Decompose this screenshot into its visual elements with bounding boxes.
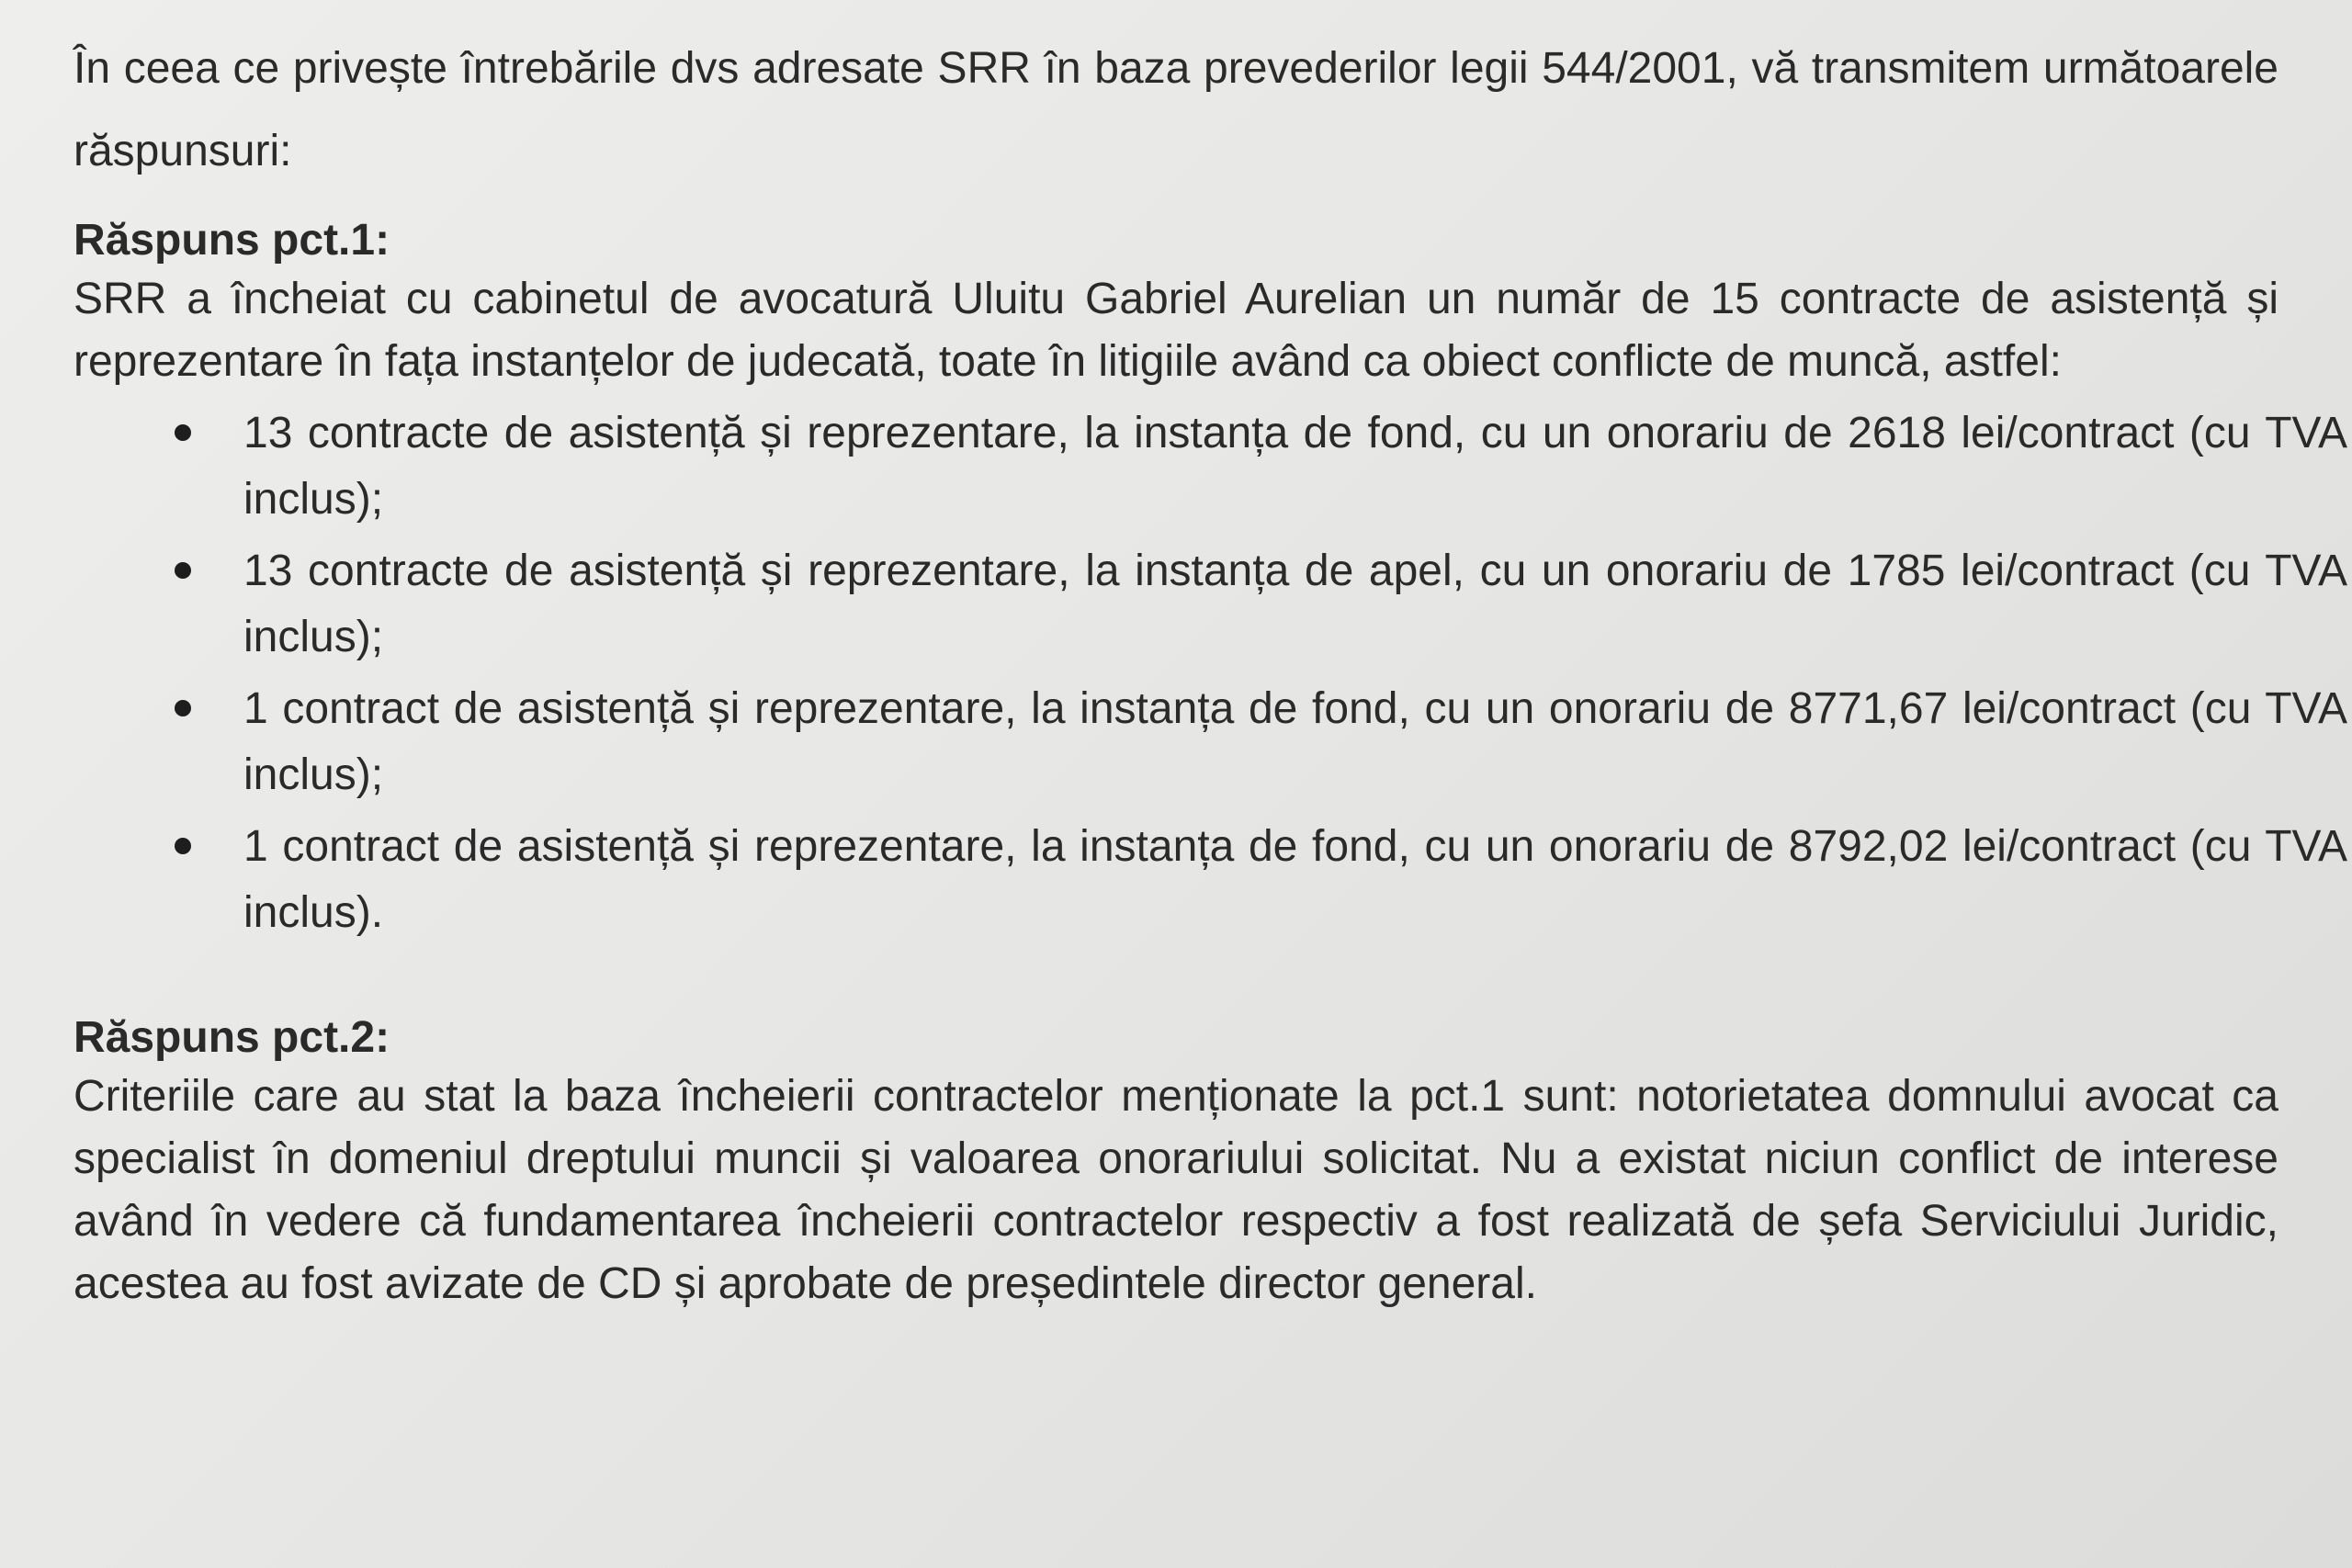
section-1-heading: Răspuns pct.1:	[74, 216, 390, 265]
section-2	[74, 1010, 2278, 1315]
intro-paragraph: În ceea ce privește întrebările dvs adresate SRR în baza prevederilor legii 544/2001, vă transmitem următoarele răspunsuri:	[74, 44, 2278, 175]
section-2-heading: Răspuns pct.2:	[74, 1013, 390, 1062]
list-item-text: 1 contract de asistență și reprezentare, la instanța de fond, cu un onorariu de 8792,02 lei/contract (cu TVA inclus).	[243, 822, 2347, 937]
list-item	[74, 814, 2347, 946]
contracts-list	[74, 400, 2347, 946]
section-2-paragraph: Criteriile care au stat la baza încheierii contractelor menționate la pct.1 sunt: notorietatea domnului avocat ca specialist în domeniul dreptului muncii și valoarea onorariului solicitat. Nu a existat niciun conflict de interese având în vedere că fundamentarea încheierii contractelor respectiv a fost realizată de șefa Serviciului Juridic, acestea au fost avizate de CD și aprobate de președintele director general.	[74, 1072, 2278, 1308]
bullet-icon	[175, 424, 191, 441]
document-body	[74, 28, 2347, 1315]
list-item	[74, 676, 2347, 808]
list-item	[74, 538, 2347, 671]
section-1-paragraph: SRR a încheiat cu cabinetul de avocatură Uluitu Gabriel Aurelian un număr de 15 contracte de asistență și reprezentare în fața instanțelor de judecată, toate în litigiile având ca obiect conflicte de muncă, astfel:	[74, 275, 2278, 386]
list-item	[74, 400, 2347, 533]
bullet-icon	[175, 700, 191, 716]
bullet-icon	[175, 838, 191, 854]
list-item-text: 13 contracte de asistență și reprezentare, la instanța de fond, cu un onorariu de 2618 lei/contract (cu TVA inclus);	[243, 409, 2347, 524]
list-item-text: 1 contract de asistență și reprezentare, la instanța de fond, cu un onorariu de 8771,67 lei/contract (cu TVA inclus);	[243, 684, 2347, 799]
bullet-icon	[175, 562, 191, 579]
list-item-text: 13 contracte de asistență și reprezentare, la instanța de apel, cu un onorariu de 1785 lei/contract (cu TVA inclus);	[243, 547, 2347, 661]
